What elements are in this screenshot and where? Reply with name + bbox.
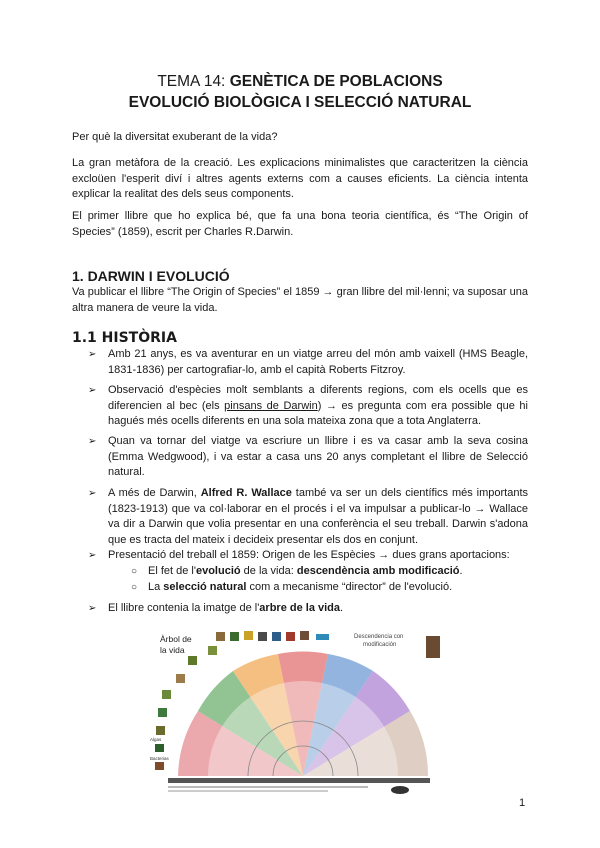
species-thumbnail	[272, 632, 281, 641]
species-thumbnail	[230, 632, 239, 641]
darwin-portrait	[426, 636, 440, 658]
intro-question: Per què la diversitat exuberant de la vida?	[72, 131, 278, 143]
species-thumbnail	[286, 632, 295, 641]
bullet-item: ➢ El llibre contenia la imatge de l'arbre de la vida.	[90, 601, 528, 617]
sub-bullet-item: ○ El fet de l'evolució de la vida: descendència amb modificació.	[131, 564, 528, 580]
page-number: 1	[519, 797, 526, 809]
figure-caption-bar	[168, 786, 368, 788]
document-title	[0, 72, 600, 114]
bullet-arrow-icon: ➢	[88, 550, 97, 561]
figure-caption-line-1: Descendencia con	[354, 634, 404, 640]
tree-of-life-figure	[148, 626, 453, 798]
bullet-item: ➢ Amb 21 anys, es va aventurar en un viatge arreu del món amb vaixell (HMS Beagle, 1831-1836) per cartografiar-lo, amb el capità Roberts Fitzroy.	[88, 348, 528, 376]
species-thumbnail	[158, 708, 167, 717]
species-thumbnail	[156, 726, 165, 735]
figure-caption-line-2: modificación	[363, 642, 397, 648]
title-line-2: EVOLUCIÓ BIOLÒGICA I SELECCIÓ NATURAL	[128, 94, 472, 111]
species-thumbnail	[258, 632, 267, 641]
species-thumbnail	[208, 646, 217, 655]
figure-title-line-2: la vida	[160, 645, 185, 655]
bullet-arrow-icon: ➢	[88, 349, 97, 360]
section-1-text: Va publicar el llibre “The Origin of Species” el 1859 → gran llibre del mil·lenni; va suposar una altra manera de veure la vida.	[72, 286, 528, 314]
species-thumbnail	[188, 656, 197, 665]
pinsans-link[interactable]: pinsans de Darwin	[224, 399, 318, 412]
figure-label-bacteria: Bacterias	[150, 756, 169, 761]
section-1-1-heading: 1.1 HISTÒRIA	[72, 330, 177, 346]
figure-caption-bar	[168, 790, 328, 792]
species-thumbnail	[162, 690, 171, 699]
figure-label-algae: Algas	[150, 737, 162, 742]
bullet-arrow-icon: ➢	[88, 488, 97, 499]
bullet-item: ➢ Presentació del treball el 1859: Origen de les Espècies → dues grans aportacions:	[90, 548, 528, 564]
circle-bullet-icon: ○	[131, 582, 138, 593]
intro-paragraph-1: La gran metàfora de la creació. Les explicacions minimalistes que caracteritzen la ciència excloüen l'esperit diví i altres agents externs com a causes eficients. La ciència intenta explicar la realitat des dels seus components.	[72, 157, 528, 200]
intro-paragraph-2: El primer llibre que ho explica bé, que fa una bona teoria científica, és “The Origin of Species” (1859), escrit per Charles R.Darwin.	[72, 210, 528, 238]
bullet-arrow-icon: ➢	[88, 385, 97, 396]
species-thumbnail	[216, 632, 225, 641]
species-thumbnail	[155, 744, 164, 752]
sub-bullet-item: ○ La selecció natural com a mecanisme “director” de l'evolució.	[131, 580, 528, 596]
bullet-arrow-icon: ➢	[88, 603, 97, 614]
timeline-axis	[168, 778, 430, 783]
circle-bullet-icon: ○	[131, 566, 138, 577]
section-1-heading: 1. DARWIN I EVOLUCIÓ	[72, 268, 230, 284]
title-line-1: TEMA 14: GENÈTICA DE POBLACIONS	[157, 73, 443, 90]
figure-title-line-1: Àrbol de	[160, 634, 192, 644]
species-thumbnail	[244, 631, 253, 640]
beetle-icon	[391, 786, 409, 794]
bullet-item: ➢ Quan va tornar del viatge va escriure un llibre i es va casar amb la seva cosina (Emma Wedgwood), i va estar a casa uns 20 anys completant el llibre de Selecció natural.	[88, 435, 528, 478]
bullet-arrow-icon: ➢	[88, 436, 97, 447]
species-thumbnail	[316, 634, 329, 640]
species-thumbnail	[176, 674, 185, 683]
species-thumbnail	[300, 631, 309, 640]
species-thumbnail	[155, 762, 164, 770]
bullet-item: ➢ Observació d'espècies molt semblants a diferents regions, com els ocells que es diferencien al bec (els pinsans de Darwin) → es pregunta com era possible que hi hagués més ocells diferents en una sola mateixa zona que a tota Anglaterra.	[88, 384, 528, 427]
bullet-item: ➢ A més de Darwin, Alfred R. Wallace també va ser un dels científics més importants (1823-1913) que va col·laborar en el procés i el va impulsar a publicar-lo → Wallace va dir a Darwin que volia presentar en una conferència el seu treball. Darwin s'adona que es tracta del mateix i decideix presentar els dos en conjunt.	[88, 487, 529, 546]
